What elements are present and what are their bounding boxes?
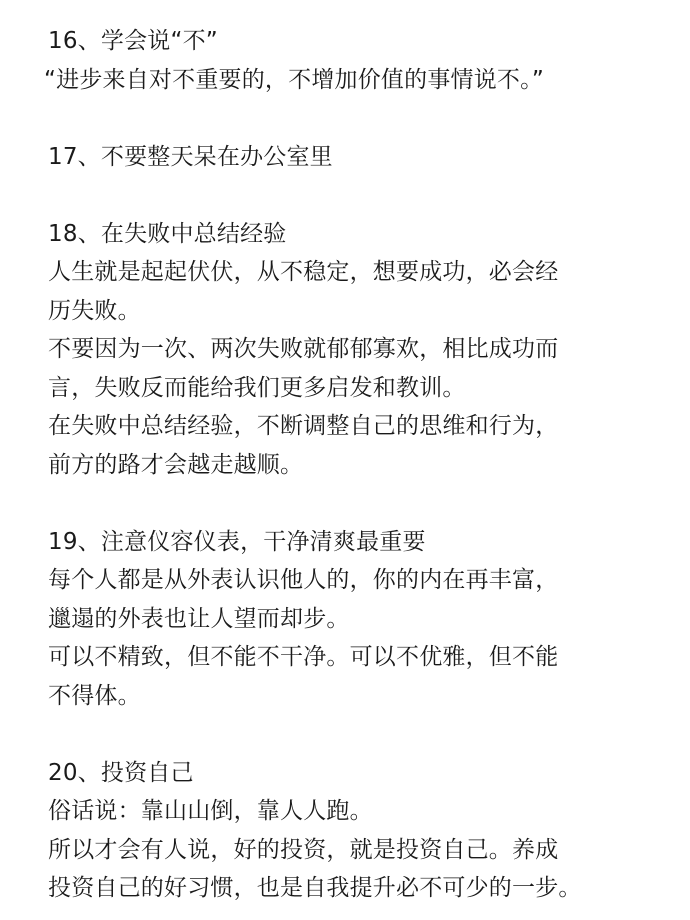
paragraph-line: 可以不精致，但不能不干净。可以不优雅，但不能 (48, 644, 559, 670)
blank-line (48, 99, 690, 138)
paragraph-line: 在失败中总结经验，不断调整自己的思维和行为， (48, 413, 559, 439)
paragraph-line: 邋遢的外表也让人望而却步。 (48, 605, 350, 632)
section-heading: 17、不要整天呆在办公室里 (48, 143, 333, 170)
paragraph-line: 每个人都是从外表认识他人的，你的内在再丰富， (48, 567, 559, 593)
section-16 (44, 22, 690, 99)
section-18 (48, 215, 690, 485)
paragraph-line: “进步来自对不重要的，不增加价值的事情说不。” (44, 66, 544, 93)
paragraph-line: 不得体。 (48, 682, 141, 709)
paragraph-line: 前方的路才会越走越顺。 (48, 451, 304, 478)
section-heading: 20、投资自己 (48, 759, 194, 786)
blank-line (48, 484, 690, 523)
paragraph-line: 所以才会有人说，好的投资，就是投资自己。养成 (48, 836, 559, 863)
blank-line (48, 176, 690, 215)
section-17 (48, 138, 690, 177)
section-heading: 19、注意仪容仪表，干净清爽最重要 (48, 528, 426, 555)
section-20 (48, 754, 690, 908)
section-19 (48, 523, 690, 716)
section-heading: 18、在失败中总结经验 (48, 220, 287, 247)
paragraph-line: 俗话说：靠山山倒，靠人人跑。 (48, 798, 373, 824)
paragraph-line: 投资自己的好习惯，也是自我提升必不可少的一步。 (48, 875, 582, 901)
blank-line (48, 715, 690, 754)
section-heading: 16、学会说“不” (48, 28, 218, 54)
paragraph-line: 历失败。 (48, 297, 141, 324)
paragraph-line: 不要因为一次、两次失败就郁郁寡欢，相比成功而 (48, 336, 559, 362)
paragraph-line: 人生就是起起伏伏，从不稳定，想要成功，必会经 (48, 259, 559, 285)
paragraph-line: 言，失败反而能给我们更多启发和教训。 (48, 374, 466, 401)
